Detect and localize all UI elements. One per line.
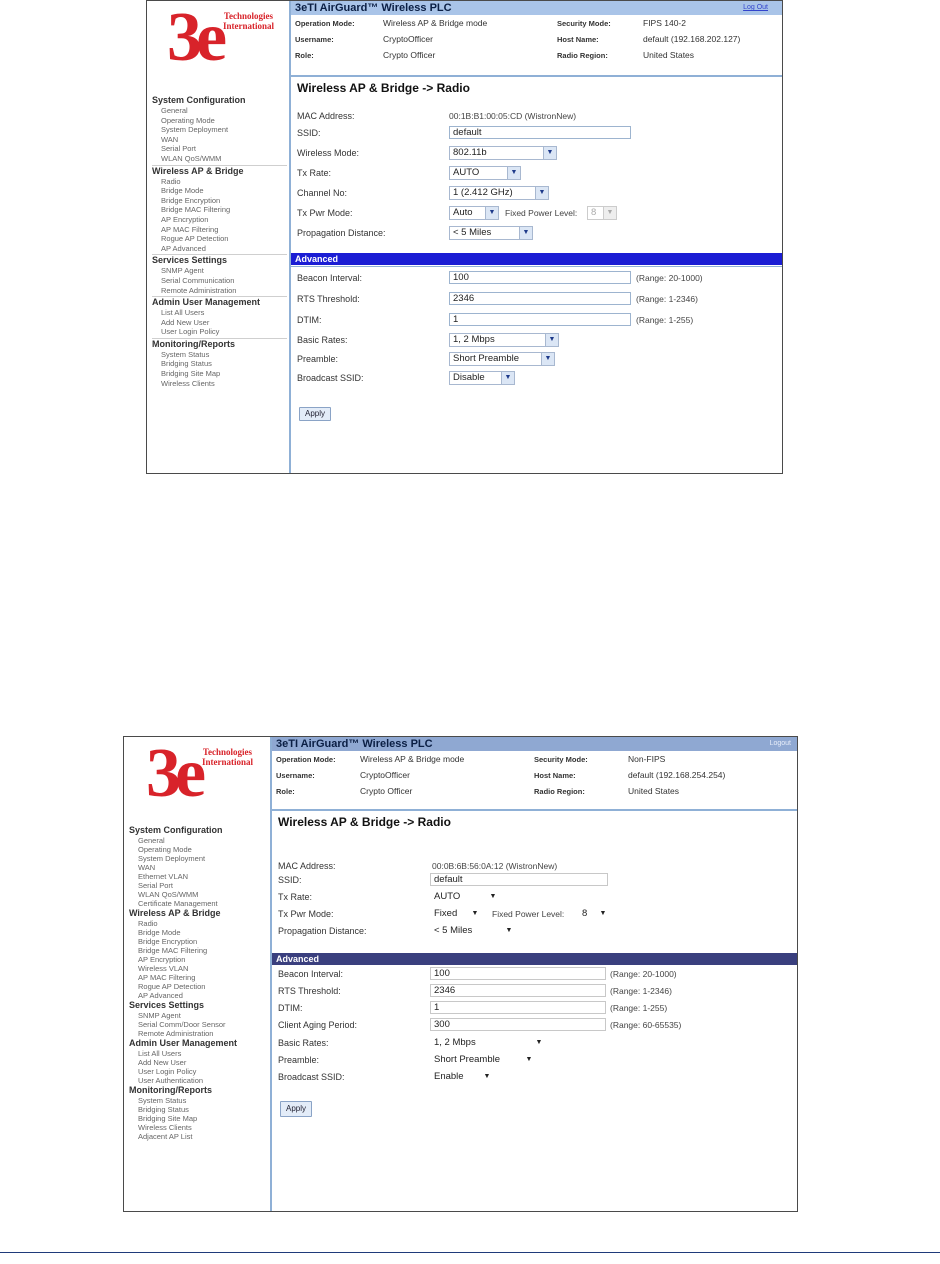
nav-item-system-deployment[interactable]: System Deployment: [161, 125, 229, 135]
sidebar: [124, 737, 270, 1211]
tx-pwr-mode-label: Tx Pwr Mode:: [297, 208, 353, 218]
nav-item-bridge-mac-filtering[interactable]: Bridge MAC Filtering: [138, 946, 208, 955]
nav-group-services-settings: Services Settings: [129, 1000, 205, 1010]
logout-link[interactable]: Logout: [769, 740, 791, 747]
fixed-power-value: 8: [582, 908, 588, 919]
nav-item-ap-advanced[interactable]: AP Advanced: [138, 991, 183, 1000]
propagation-distance-select[interactable]: [449, 226, 533, 240]
nav-item-bridge-encryption[interactable]: Bridge Encryption: [138, 937, 198, 946]
ssid-label: SSID:: [278, 875, 302, 885]
info-value: Crypto Officer: [360, 786, 413, 796]
preamble-value: Short Preamble: [453, 353, 520, 364]
mac-address-label: MAC Address:: [278, 861, 336, 871]
info-value: Non-FIPS: [628, 754, 666, 764]
nav-item-rogue-ap-detection[interactable]: Rogue AP Detection: [161, 234, 229, 244]
company-logo: 3e Technologies International: [146, 736, 254, 812]
tx-rate-select[interactable]: [430, 890, 500, 904]
nav-item-radio[interactable]: Radio: [161, 176, 181, 186]
preamble-label: Preamble:: [278, 1055, 320, 1065]
channel-value: 1 (2.412 GHz): [453, 187, 513, 198]
broadcast-ssid-label: Broadcast SSID:: [278, 1072, 345, 1082]
nav-item-ap-mac-filtering[interactable]: AP MAC Filtering: [138, 973, 196, 982]
basic-rates-label: Basic Rates:: [278, 1038, 329, 1048]
basic-rates-value: 1, 2 Mbps: [453, 334, 495, 345]
basic-rates-select[interactable]: [449, 333, 559, 347]
nav-item-serial-port[interactable]: Serial Port: [161, 144, 197, 154]
client-aging-label: Client Aging Period:: [278, 1020, 358, 1030]
preamble-label: Preamble:: [297, 354, 339, 364]
nav-item-list-all-users[interactable]: List All Users: [138, 1049, 182, 1058]
fixed-power-select[interactable]: [578, 907, 610, 921]
chevron-down-icon: ▼: [501, 372, 514, 384]
nav-item-serial-communication[interactable]: Serial Communication: [161, 275, 235, 285]
info-value: United States: [643, 50, 695, 60]
nav-group-admin-user-management: Admin User Management: [152, 297, 261, 308]
nav-item-add-new-user[interactable]: Add New User: [138, 1058, 187, 1067]
mac-address-label: MAC Address:: [297, 111, 355, 121]
nav-item-bridge-encryption[interactable]: Bridge Encryption: [161, 195, 221, 205]
wireless-mode-label: Wireless Mode:: [297, 148, 360, 158]
nav-group-system-configuration: System Configuration: [129, 825, 223, 835]
nav-item-system-status[interactable]: System Status: [138, 1096, 187, 1105]
rts-threshold-range: (Range: 1-2346): [610, 986, 672, 996]
tx-pwr-mode-select[interactable]: [449, 206, 499, 220]
beacon-interval-range: (Range: 20-1000): [610, 969, 677, 979]
nav-item-ap-advanced[interactable]: AP Advanced: [161, 243, 206, 253]
tx-rate-select[interactable]: [449, 166, 521, 180]
nav-item-wan[interactable]: WAN: [161, 134, 179, 144]
info-value: Wireless AP & Bridge mode: [383, 18, 488, 28]
nav-item-ap-encryption[interactable]: AP Encryption: [161, 214, 209, 224]
device-info: [291, 15, 782, 77]
chevron-down-icon: ▼: [519, 227, 532, 239]
fixed-power-value: 8: [591, 207, 597, 218]
info-label: Host Name:: [534, 771, 576, 780]
client-aging-input[interactable]: 300: [430, 1018, 606, 1031]
nav-item-general[interactable]: General: [138, 836, 165, 845]
propagation-distance-select[interactable]: [430, 924, 516, 938]
page-title: Wireless AP & Bridge -> Radio: [297, 81, 470, 95]
radio-form: [291, 95, 782, 474]
nav-item-snmp-agent[interactable]: SNMP Agent: [161, 266, 204, 276]
title-bar: [291, 1, 782, 15]
ssid-input[interactable]: default: [449, 126, 631, 139]
info-label: Radio Region:: [534, 787, 585, 796]
info-value: Wireless AP & Bridge mode: [360, 754, 465, 764]
nav-item-rogue-ap-detection[interactable]: Rogue AP Detection: [138, 982, 206, 991]
ssid-label: SSID:: [297, 128, 321, 138]
dtim-range: (Range: 1-255): [610, 1003, 668, 1013]
advanced-header: Advanced: [291, 253, 782, 265]
broadcast-ssid-label: Broadcast SSID:: [297, 373, 364, 383]
advanced-header: Advanced: [272, 953, 797, 965]
nav-group-services-settings: Services Settings: [152, 255, 228, 266]
chevron-down-icon: ▼: [543, 147, 556, 159]
info-value: CryptoOfficer: [360, 770, 410, 780]
chevron-down-icon: ▼: [535, 187, 548, 199]
nav-item-bridging-site-map[interactable]: Bridging Site Map: [161, 369, 221, 379]
info-label: Username:: [276, 771, 315, 780]
nav-item-wan[interactable]: WAN: [138, 863, 156, 872]
info-label: Role:: [295, 51, 314, 60]
chevron-down-icon: ▼: [545, 334, 558, 346]
nav-item-operating-mode[interactable]: Operating Mode: [161, 115, 215, 125]
tx-rate-label: Tx Rate:: [278, 892, 313, 902]
nav-item-operating-mode[interactable]: Operating Mode: [138, 845, 192, 854]
mac-address-value: 00:0B:6B:56:0A:12 (WistronNew): [432, 861, 558, 871]
basic-rates-value: 1, 2 Mbps: [434, 1037, 476, 1048]
nav-item-radio[interactable]: Radio: [138, 919, 158, 928]
sidebar-nav: [129, 825, 268, 1141]
propagation-distance-value: < 5 Miles: [434, 925, 473, 936]
beacon-interval-input[interactable]: 100: [430, 967, 606, 980]
basic-rates-label: Basic Rates:: [297, 335, 348, 345]
rts-threshold-input[interactable]: 2346: [430, 984, 606, 997]
nav-item-user-authentication[interactable]: User Authentication: [138, 1076, 204, 1085]
info-label: Operation Mode:: [295, 19, 355, 28]
nav-item-wireless-clients[interactable]: Wireless Clients: [161, 378, 215, 388]
apply-button[interactable]: Apply: [299, 407, 331, 421]
nav-item-adjacent-ap-list[interactable]: Adjacent AP List: [138, 1132, 193, 1141]
nav-item-user-login-policy[interactable]: User Login Policy: [138, 1067, 197, 1076]
dtim-label: DTIM:: [278, 1003, 303, 1013]
nav-item-general[interactable]: General: [161, 106, 188, 115]
rts-threshold-range: (Range: 1-2346): [636, 294, 698, 304]
chevron-down-icon: ▼: [489, 893, 497, 900]
info-value: Crypto Officer: [383, 50, 436, 60]
fixed-power-label: Fixed Power Level:: [492, 909, 565, 919]
ssid-input[interactable]: default: [430, 873, 608, 886]
screenshot-non-fips: [123, 736, 798, 1212]
nav-item-bridge-mode[interactable]: Bridge Mode: [161, 186, 204, 196]
fixed-power-label: Fixed Power Level:: [505, 208, 578, 218]
wireless-mode-value: 802.11b: [453, 147, 487, 158]
rts-threshold-input[interactable]: 2346: [449, 292, 631, 305]
dtim-label: DTIM:: [297, 315, 322, 325]
nav-item-bridge-mode[interactable]: Bridge Mode: [138, 928, 181, 937]
tx-rate-value: AUTO: [453, 167, 480, 178]
nav-item-remote-administration[interactable]: Remote Administration: [161, 285, 237, 295]
nav-item-serial-comm-door-sensor[interactable]: Serial Comm/Door Sensor: [138, 1020, 226, 1029]
chevron-down-icon: ▼: [505, 927, 513, 934]
app-title: 3eTI AirGuard™ Wireless PLC: [295, 2, 452, 14]
info-label: Operation Mode:: [276, 755, 336, 764]
nav-item-serial-port[interactable]: Serial Port: [138, 881, 174, 890]
tx-pwr-mode-select[interactable]: [430, 907, 482, 921]
preamble-select[interactable]: [430, 1053, 536, 1067]
nav-item-ap-mac-filtering[interactable]: AP MAC Filtering: [161, 224, 219, 234]
nav-item-wireless-vlan[interactable]: Wireless VLAN: [138, 964, 189, 973]
tx-pwr-mode-value: Auto: [453, 207, 473, 218]
beacon-interval-label: Beacon Interval:: [297, 273, 363, 283]
nav-item-bridge-mac-filtering[interactable]: Bridge MAC Filtering: [161, 205, 231, 215]
beacon-interval-range: (Range: 20-1000): [636, 273, 703, 283]
chevron-down-icon: ▼: [507, 167, 520, 179]
nav-item-certificate-management[interactable]: Certificate Management: [138, 899, 218, 908]
broadcast-ssid-select[interactable]: [430, 1070, 494, 1084]
nav-group-monitoring-reports: Monitoring/Reports: [129, 1085, 212, 1095]
info-label: Username:: [295, 35, 334, 44]
chevron-down-icon: ▼: [525, 1056, 533, 1063]
nav-item-snmp-agent[interactable]: SNMP Agent: [138, 1011, 181, 1020]
radio-form: [272, 829, 797, 1209]
device-info: [272, 751, 797, 811]
chevron-down-icon: ▼: [471, 910, 479, 917]
broadcast-ssid-value: Enable: [434, 1071, 464, 1082]
nav-item-ap-encryption[interactable]: AP Encryption: [138, 955, 186, 964]
nav-item-system-status[interactable]: System Status: [161, 349, 210, 359]
main-panel: [272, 737, 797, 1211]
nav-group-wireless-ap-bridge: Wireless AP & Bridge: [129, 908, 221, 918]
basic-rates-select[interactable]: [430, 1036, 546, 1050]
company-logo: 3e Technologies International: [167, 0, 275, 76]
nav-item-list-all-users[interactable]: List All Users: [161, 308, 205, 318]
propagation-distance-value: < 5 Miles: [453, 227, 492, 238]
tx-pwr-mode-value: Fixed: [434, 908, 458, 919]
info-label: Security Mode:: [534, 755, 588, 764]
info-value: United States: [628, 786, 680, 796]
propagation-distance-label: Propagation Distance:: [297, 228, 386, 238]
app-title: 3eTI AirGuard™ Wireless PLC: [276, 738, 433, 750]
beacon-interval-label: Beacon Interval:: [278, 969, 344, 979]
sidebar: [147, 1, 289, 473]
nav-item-wireless-clients[interactable]: Wireless Clients: [138, 1123, 192, 1132]
info-value: default (192.168.254.254): [628, 770, 726, 780]
preamble-select[interactable]: [449, 352, 555, 366]
fixed-power-select[interactable]: [587, 206, 617, 220]
wireless-mode-select[interactable]: [449, 146, 557, 160]
title-bar: [272, 737, 797, 751]
sidebar-nav: [152, 95, 287, 388]
dtim-input[interactable]: 1: [430, 1001, 606, 1014]
nav-item-user-login-policy[interactable]: User Login Policy: [161, 327, 220, 337]
nav-item-bridging-status[interactable]: Bridging Status: [138, 1105, 189, 1114]
apply-button[interactable]: Apply: [280, 1101, 312, 1117]
nav-item-bridging-site-map[interactable]: Bridging Site Map: [138, 1114, 198, 1123]
info-label: Security Mode:: [557, 19, 611, 28]
dtim-input[interactable]: 1: [449, 313, 631, 326]
client-aging-range: (Range: 60-65535): [610, 1020, 682, 1030]
rts-threshold-label: RTS Threshold:: [297, 294, 360, 304]
tx-pwr-mode-label: Tx Pwr Mode:: [278, 909, 334, 919]
info-value: CryptoOfficer: [383, 34, 433, 44]
broadcast-ssid-value: Disable: [453, 372, 485, 383]
chevron-down-icon: ▼: [599, 910, 607, 917]
chevron-down-icon: ▼: [483, 1073, 491, 1080]
page-footer-rule: [0, 1252, 940, 1253]
info-label: Radio Region:: [557, 51, 608, 60]
advanced-divider: [291, 266, 782, 267]
rts-threshold-label: RTS Threshold:: [278, 986, 341, 996]
main-panel: [291, 1, 782, 473]
channel-label: Channel No:: [297, 188, 348, 198]
page-title: Wireless AP & Bridge -> Radio: [278, 815, 451, 829]
nav-group-admin-user-management: Admin User Management: [129, 1038, 238, 1048]
chevron-down-icon: ▼: [541, 353, 554, 365]
dtim-range: (Range: 1-255): [636, 315, 694, 325]
nav-item-wlan-qos[interactable]: WLAN QoS/WMM: [161, 153, 222, 163]
tx-rate-value: AUTO: [434, 891, 461, 902]
nav-item-remote-administration[interactable]: Remote Administration: [138, 1029, 214, 1038]
preamble-value: Short Preamble: [434, 1054, 501, 1065]
nav-group-monitoring-reports: Monitoring/Reports: [152, 338, 235, 349]
nav-item-add-new-user[interactable]: Add New User: [161, 317, 210, 327]
info-label: Host Name:: [557, 35, 599, 44]
beacon-interval-input[interactable]: 100: [449, 271, 631, 284]
nav-group-wireless-ap-bridge: Wireless AP & Bridge: [152, 165, 244, 176]
broadcast-ssid-select[interactable]: [449, 371, 515, 385]
info-label: Role:: [276, 787, 295, 796]
logout-link[interactable]: Log Out: [743, 4, 768, 11]
nav-item-bridging-status[interactable]: Bridging Status: [161, 359, 212, 369]
chevron-down-icon: ▼: [535, 1039, 543, 1046]
info-value: FIPS 140-2: [643, 18, 686, 28]
nav-item-wlan-qos[interactable]: WLAN QoS/WMM: [138, 890, 199, 899]
mac-address-value: 00:1B:B1:00:05:CD (WistronNew): [449, 111, 577, 121]
chevron-down-icon: ▼: [485, 207, 498, 219]
screenshot-fips: [146, 0, 783, 474]
nav-item-system-deployment[interactable]: System Deployment: [138, 854, 206, 863]
nav-item-ethernet-vlan[interactable]: Ethernet VLAN: [138, 872, 189, 881]
info-value: default (192.168.202.127): [643, 34, 741, 44]
tx-rate-label: Tx Rate:: [297, 168, 332, 178]
nav-group-system-configuration: System Configuration: [152, 95, 246, 105]
propagation-distance-label: Propagation Distance:: [278, 926, 367, 936]
channel-select[interactable]: [449, 186, 549, 200]
chevron-down-icon: ▼: [603, 207, 616, 219]
